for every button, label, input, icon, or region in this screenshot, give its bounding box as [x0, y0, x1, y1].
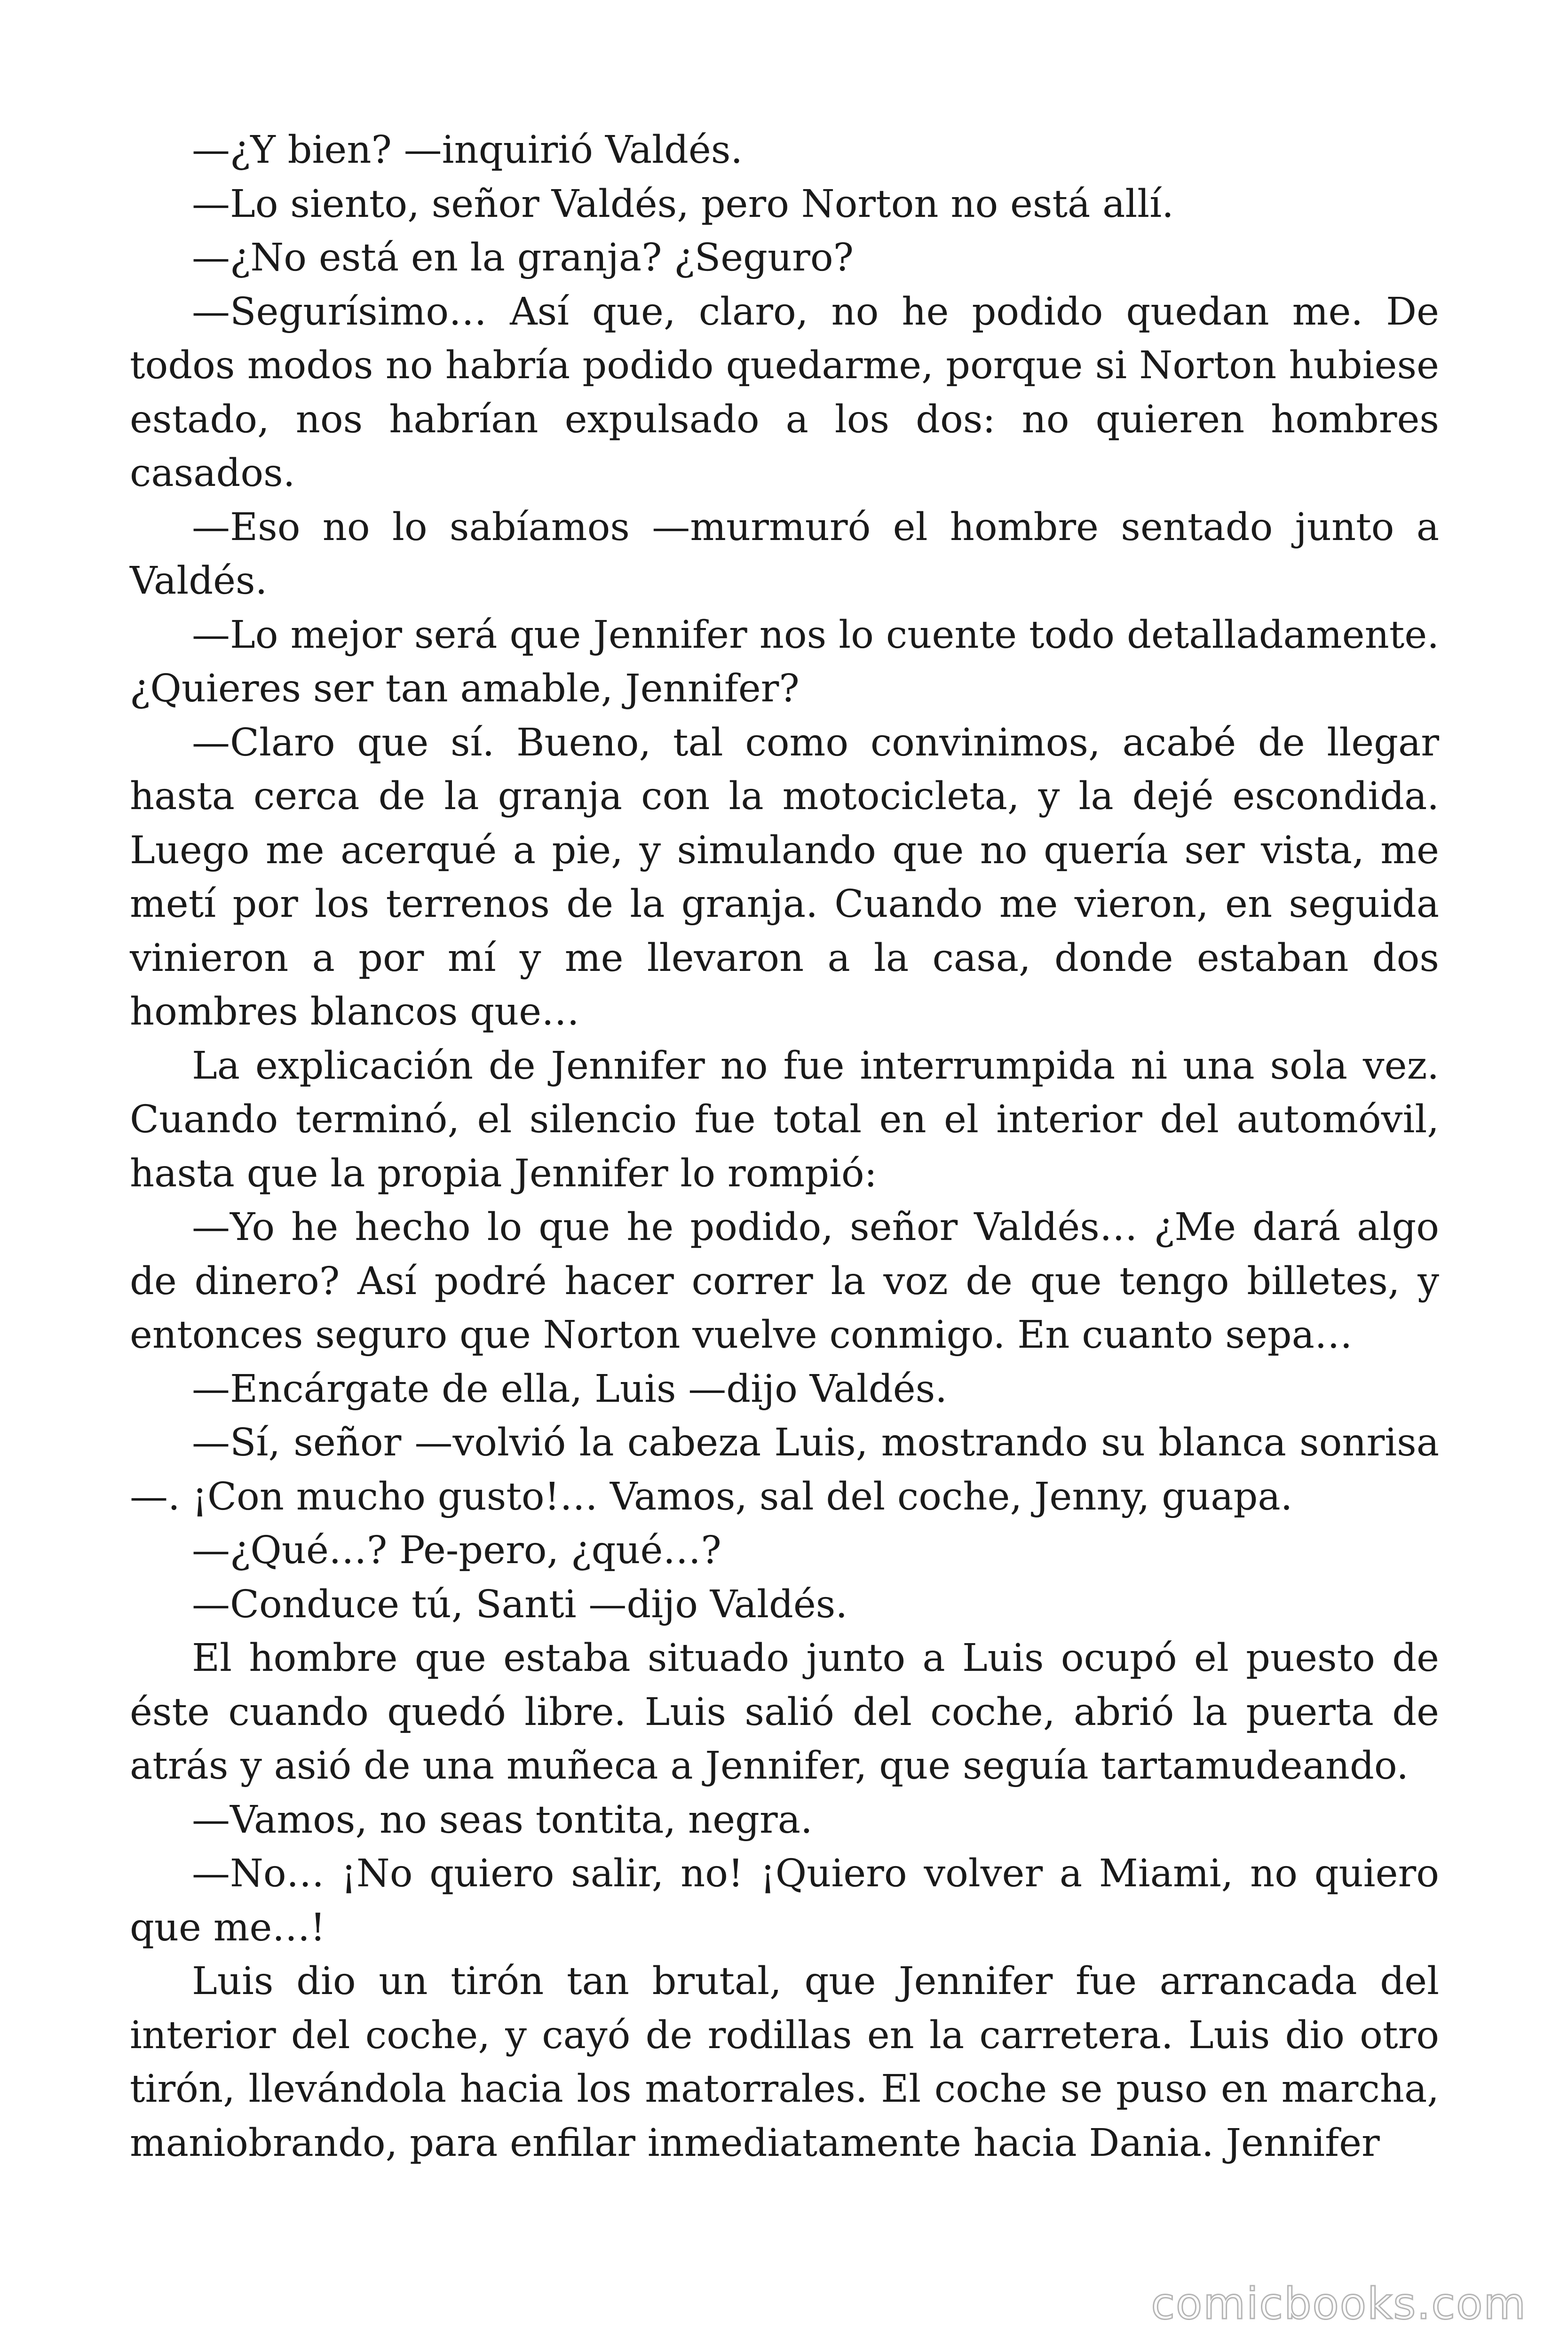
site-watermark: comicbooks.com: [1151, 2279, 1527, 2329]
paragraph: —Eso no lo sabíamos —murmuró el hombre sentado junto a Valdés.: [130, 505, 1439, 603]
paragraph: —Yo he hecho lo que he podido, señor Valdés… ¿Me dará algo de dinero? Así podré hacer correr la voz de que tengo billetes, y entonces seguro que Norton vuelve conmigo. En cuanto sepa…: [130, 1205, 1439, 1357]
paragraph: —¿Y bien? —inquirió Valdés.: [192, 128, 743, 172]
paragraph: —¿Qué…? Pe-pero, ¿qué…?: [192, 1528, 721, 1573]
body-text: [130, 123, 1439, 2170]
paragraph: Luis dio un tirón tan brutal, que Jennifer fue arrancada del interior del coche, y cayó de rodillas en la carretera. Luis dio otro tirón, llevándola hacia los matorrales. El coche se puso en marcha, maniobrando, para enfilar inmediatamente hacia Dania. Jennifer: [130, 1959, 1439, 2165]
paragraph: —Segurísimo… Así que, claro, no he podido quedan me. De todos modos no habría podido quedarme, porque si Norton hubiese estado, nos habrían expulsado a los dos: no quieren hombres casados.: [130, 289, 1439, 495]
paragraph: —¿No está en la granja? ¿Seguro?: [192, 236, 854, 280]
paragraph: —No… ¡No quiero salir, no! ¡Quiero volver a Miami, no quiero que me…!: [130, 1851, 1439, 1950]
paragraph: —Sí, señor —volvió la cabeza Luis, mostrando su blanca sonrisa —. ¡Con mucho gusto!… Vamos, sal del coche, Jenny, guapa.: [130, 1421, 1439, 1519]
paragraph: El hombre que estaba situado junto a Luis ocupó el puesto de éste cuando quedó libre. Luis salió del coche, abrió la puerta de atrás y asió de una muñeca a Jennifer, que seguía tartamudeando.: [130, 1636, 1439, 1788]
paragraph: —Claro que sí. Bueno, tal como convinimos, acabé de llegar hasta cerca de la granja con la motocicleta, y la dejé escondida. Luego me acerqué a pie, y simulando que no quería ser vista, me metí por los terrenos de la granja. Cuando me vieron, en seguida vinieron a por mí y me llevaron a la casa, donde estaban dos hombres blancos que…: [130, 720, 1439, 1034]
paragraph: La explicación de Jennifer no fue interrumpida ni una sola vez. Cuando terminó, el silencio fue total en el interior del automóvil, hasta que la propia Jennifer lo rompió:: [130, 1043, 1439, 1196]
paragraph: —Encárgate de ella, Luis —dijo Valdés.: [192, 1367, 948, 1411]
paragraph: —Conduce tú, Santi —dijo Valdés.: [192, 1582, 848, 1627]
paragraph: —Lo siento, señor Valdés, pero Norton no está allí.: [192, 182, 1174, 226]
paragraph: —Vamos, no seas tontita, negra.: [192, 1797, 813, 1842]
paragraph: —Lo mejor será que Jennifer nos lo cuente todo detalladamente. ¿Quieres ser tan amable, Jennifer?: [130, 612, 1439, 711]
